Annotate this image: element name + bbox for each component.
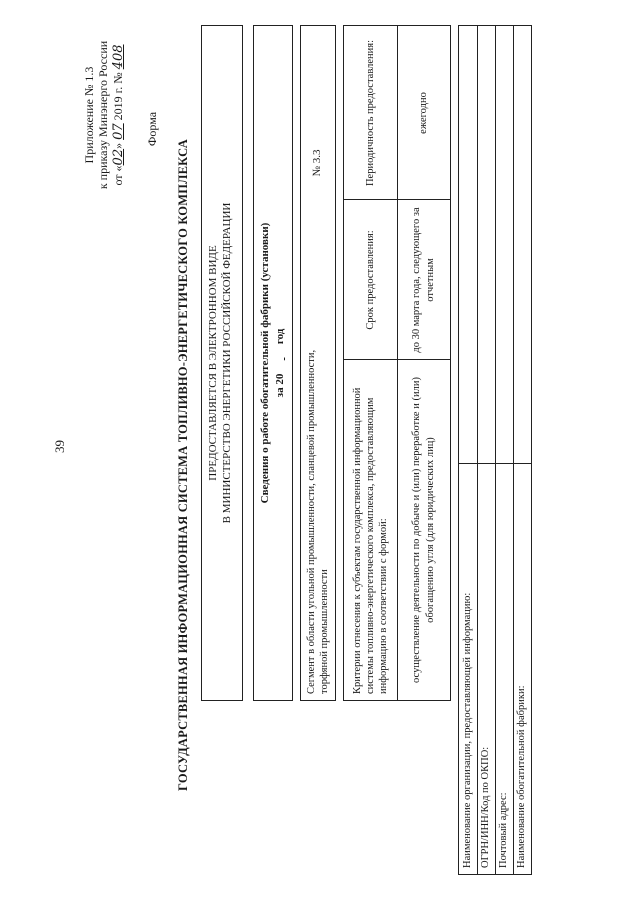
handwritten-month: 07 (110, 123, 126, 140)
periodicity-value: ежегодно (417, 92, 429, 134)
respondent-table (458, 25, 532, 875)
appendix-number: Приложение № 1.3 (82, 66, 96, 164)
deadline-header: Срок предоставления: (364, 230, 376, 330)
appendix-block (82, 15, 126, 215)
address-label: Почтовый адрес: (498, 792, 510, 868)
criteria-table (343, 25, 451, 701)
criteria-header: Критерии отнесения к субъектам государственной информационной системы топливно-энергетического комплекса, предоставляющим информацию в соответствии с формой: (351, 387, 390, 694)
report-title: Сведения о работе обогатительной фабрики (установки) (259, 222, 271, 504)
handwritten-day: 02 (110, 148, 126, 166)
criterion-text: осуществление деятельности по добыче и (или) переработке и (или) обогащению угля (для юридических лиц) (411, 377, 436, 683)
submission-text (207, 26, 235, 700)
ogrn-label: ОГРН/ИНН/Код по ОКПО: (480, 746, 492, 868)
appendix-order: к приказу Минэнерго России (96, 40, 111, 190)
submission-box (201, 25, 243, 701)
submission-line-2: В МИНИСТЕРСТВО ЭНЕРГЕТИКИ РОССИЙСКОЙ ФЕДЕРАЦИИ (220, 202, 233, 524)
appendix-date: от «02» 07 2019 г. № 408 (110, 44, 126, 186)
plant-name-label: Наименование обогатительной фабрики: (516, 685, 528, 868)
org-name-label: Наименование организации, предоставляющей информацию: (462, 592, 474, 868)
report-title-box (253, 25, 293, 701)
segment-box (300, 25, 336, 701)
handwritten-number: 408 (110, 44, 126, 70)
submission-line-1: ПРЕДОСТАВЛЯЕТСЯ В ЭЛЕКТРОННОМ ВИДЕ (207, 245, 219, 481)
main-title: ГОСУДАРСТВЕННАЯ ИНФОРМАЦИОННАЯ СИСТЕМА ТОПЛИВНО-ЭНЕРГЕТИЧЕСКОГО КОМПЛЕКСА (176, 139, 190, 791)
form-label: Форма (145, 111, 159, 147)
periodicity-header: Периодичность предоставления: (364, 39, 376, 187)
report-period: за 20 год (274, 328, 286, 398)
form-number: № 3.3 (311, 149, 324, 177)
deadline-value: до 30 марта года, следующего за отчетным (411, 207, 436, 353)
year-blank (274, 347, 286, 371)
segment-text: Сегмент в области угольной промышленности, сланцевой промышленности, торфяной промышленности (305, 349, 330, 694)
page-number: 39 (52, 440, 67, 453)
